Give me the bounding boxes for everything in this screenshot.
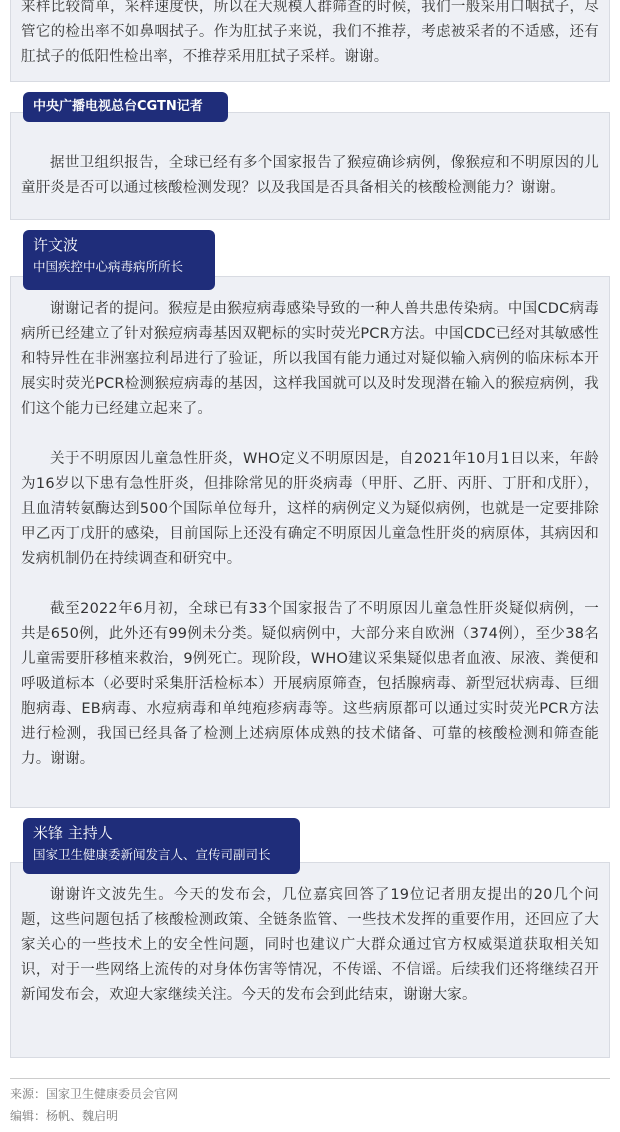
speaker-tag-xu bbox=[23, 230, 215, 290]
speaker-name: 米锋 主持人 bbox=[33, 824, 113, 842]
answer-paragraph: 来样比较简单，采样速度快，所以在大规模人群筛查的时候，我们一般采用口咽拭子，尽管它的检出率不如鼻咽拭子。作为肛拭子来说，我们不推荐，考虑被采者的不适感，还有肛拭子的低阳性检出率，不推荐采用肛拭子采样。谢谢。 bbox=[21, 0, 599, 65]
answer-block-xu bbox=[10, 276, 610, 808]
speaker-label: 中央广播电视总台CGTN记者 bbox=[33, 99, 203, 114]
speaker-title: 国家卫生健康委新闻发言人、宣传司副司长 bbox=[33, 847, 271, 862]
footer-divider bbox=[10, 1078, 610, 1079]
closing-block bbox=[10, 862, 610, 1058]
question-paragraph: 据世卫组织报告，全球已经有多个国家报告了猴痘确诊病例，像猴痘和不明原因的儿童肝炎是否可以通过核酸检测发现？以及我国是否具备相关的核酸检测能力？谢谢。 bbox=[21, 155, 599, 196]
speaker-name: 许文波 bbox=[33, 236, 79, 254]
answer-paragraph-2: 关于不明原因儿童急性肝炎，WHO定义不明原因是，自2021年10月1日以来，年龄为16岁以下患有急性肝炎，但排除常见的肝炎病毒（甲肝、乙肝、丙肝、丁肝和戊肝），且血清转氨酶达到500个国际单位每升，这样的病例定义为疑似病例，也就是一定要排除甲乙丙丁戊肝的感染，目前国际上还没有确定不明原因儿童急性肝炎的病原体，其病因和发病机制仍在持续调查和研究中。 bbox=[21, 451, 599, 567]
answer-paragraph-1: 谢谢记者的提问。猴痘是由猴痘病毒感染导致的一种人兽共患传染病。中国CDC病毒病所已经建立了针对猴痘病毒基因双靶标的实时荧光PCR方法。中国CDC已经对其敏感性和特异性在非洲塞拉利昂进行了验证，所以我国有能力通过对疑似输入病例的临床标本开展实时荧光PCR检测猴痘病毒的基因，这样我国就可以及时发现潜在输入的猴痘病例，我们这个能力已经建立起来了。 bbox=[21, 301, 599, 417]
source-line: 来源：国家卫生健康委员会官网 bbox=[10, 1087, 179, 1101]
answer-block-continued bbox=[10, 0, 610, 82]
editor-line: 编辑：杨帆、魏启明 bbox=[10, 1109, 119, 1123]
answer-paragraph-3: 截至2022年6月初，全球已有33个国家报告了不明原因儿童急性肝炎疑似病例，一共是650例，此外还有99例未分类。疑似病例中，大部分来自欧洲（374例），至少38名儿童需要肝移植来救治，9例死亡。现阶段，WHO建议采集疑似患者血液、尿液、粪便和呼吸道标本（必要时采集肝活检标本）开展病原筛查，包括腺病毒、新型冠状病毒、巨细胞病毒、EB病毒、水痘病毒和单纯疱疹病毒等。这些病原都可以通过实时荧光PCR方法进行检测，我国已经具备了检测上述病原体成熟的技术储备、可靠的核酸检测和筛查能力。谢谢。 bbox=[21, 601, 599, 767]
speaker-title: 中国疾控中心病毒病所所长 bbox=[33, 259, 184, 274]
question-block bbox=[10, 112, 610, 220]
speaker-tag-mi bbox=[23, 818, 300, 874]
closing-paragraph: 谢谢许文波先生。今天的发布会，几位嘉宾回答了19位记者朋友提出的20几个问题，这些问题包括了核酸检测政策、全链条监管、一些技术发挥的重要作用，还回应了大家关心的一些技术上的安全性问题，同时也建议广大群众通过官方权威渠道获取相关知识，对于一些网络上流传的对身体伤害等情况，不传谣、不信谣。后续我们还将继续召开新闻发布会，欢迎大家继续关注。今天的发布会到此结束，谢谢大家。 bbox=[21, 887, 599, 1003]
speaker-tag-reporter bbox=[23, 92, 228, 122]
